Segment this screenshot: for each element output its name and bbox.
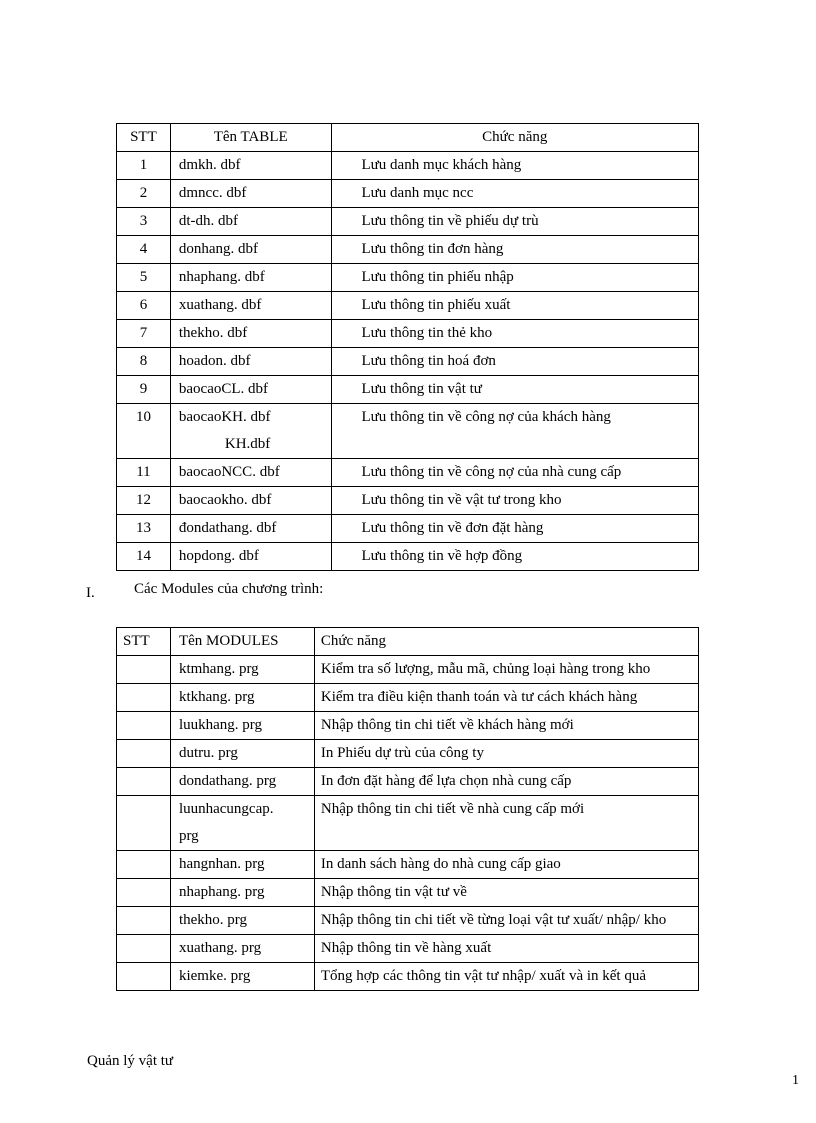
table-row	[117, 264, 699, 292]
table-row	[117, 543, 699, 571]
cell-name-text: ktkhang. prg	[178, 689, 255, 705]
table-row	[117, 152, 699, 180]
cell-name-text: dondathang. prg	[178, 773, 277, 789]
cell-function: Lưu thông tin về đơn đặt hàng	[331, 515, 698, 543]
cell-stt	[117, 740, 171, 768]
cell-stt	[117, 963, 171, 991]
cell-name-text: ktmhang. prg	[178, 661, 259, 677]
cell-name-text: baocaoNCC. dbf	[178, 464, 280, 480]
header-stt: STT	[117, 628, 171, 656]
cell-name-text: nhaphang. dbf	[178, 269, 265, 285]
cell-stt	[117, 935, 171, 963]
cell-stt: 13	[117, 515, 171, 543]
section-heading	[86, 581, 324, 601]
cell-name-text: baocaoKH. dbf	[178, 409, 271, 425]
table-row	[117, 404, 699, 459]
header-function: Chức năng	[331, 124, 698, 152]
header-stt: STT	[117, 124, 171, 152]
cell-name-text: donhang. dbf	[178, 241, 259, 257]
cell-function: In đơn đặt hàng để lựa chọn nhà cung cấp	[314, 768, 698, 796]
cell-stt	[117, 907, 171, 935]
cell-name-text: nhaphang. prg	[178, 884, 265, 900]
cell-stt: 11	[117, 459, 171, 487]
table-header-row	[117, 628, 699, 656]
cell-name-text: luukhang. prg	[178, 717, 263, 733]
table-row	[117, 935, 699, 963]
cell-name-text: xuathang. prg	[178, 940, 262, 956]
cell-name	[170, 851, 314, 879]
cell-name	[170, 712, 314, 740]
cell-name-text: đondathang. dbf	[178, 520, 277, 536]
cell-name	[170, 180, 331, 208]
cell-stt: 7	[117, 320, 171, 348]
cell-stt: 14	[117, 543, 171, 571]
cell-name	[170, 376, 331, 404]
cell-function: Lưu thông tin về phiếu dự trù	[331, 208, 698, 236]
table-row	[117, 515, 699, 543]
section-number: I.	[86, 585, 95, 601]
cell-name-text: thekho. prg	[178, 912, 248, 928]
cell-function: Lưu thông tin hoá đơn	[331, 348, 698, 376]
cell-stt: 12	[117, 487, 171, 515]
table-row	[117, 459, 699, 487]
cell-name-text: hoadon. dbf	[178, 353, 251, 369]
cell-stt: 5	[117, 264, 171, 292]
cell-name-text: dmncc. dbf	[178, 185, 247, 201]
cell-function: Lưu thông tin phiếu xuất	[331, 292, 698, 320]
cell-name	[170, 487, 331, 515]
table-row	[117, 348, 699, 376]
cell-function: Nhập thông tin chi tiết về nhà cung cấp mới	[314, 796, 698, 851]
cell-name	[170, 348, 331, 376]
cell-stt	[117, 656, 171, 684]
cell-stt: 8	[117, 348, 171, 376]
cell-name	[170, 292, 331, 320]
footer-title: Quản lý vật tư	[87, 1053, 174, 1069]
cell-name	[170, 796, 314, 851]
cell-stt: 2	[117, 180, 171, 208]
cell-function: Lưu thông tin về công nợ của nhà cung cấp	[331, 459, 698, 487]
cell-name	[170, 459, 331, 487]
cell-name-continuation: KH.dbf	[224, 436, 271, 452]
cell-name	[170, 208, 331, 236]
cell-function: Nhập thông tin chi tiết về từng loại vật tư xuất/ nhập/ kho	[314, 907, 698, 935]
cell-name	[170, 879, 314, 907]
cell-name	[170, 963, 314, 991]
cell-function: Tổng hợp các thông tin vật tư nhập/ xuất và in kết quả	[314, 963, 698, 991]
tables-body	[117, 152, 699, 571]
cell-stt	[117, 796, 171, 851]
cell-name-text: dt-dh. dbf	[178, 213, 239, 229]
cell-function: Nhập thông tin vật tư về	[314, 879, 698, 907]
cell-stt: 3	[117, 208, 171, 236]
cell-stt	[117, 851, 171, 879]
cell-stt	[117, 712, 171, 740]
table-row	[117, 851, 699, 879]
cell-function: In Phiếu dự trù của công ty	[314, 740, 698, 768]
cell-function: Lưu danh mục khách hàng	[331, 152, 698, 180]
cell-name-text: baocaokho. dbf	[178, 492, 272, 508]
table-row	[117, 376, 699, 404]
cell-function: Lưu thông tin thẻ kho	[331, 320, 698, 348]
cell-name	[170, 740, 314, 768]
cell-stt: 9	[117, 376, 171, 404]
cell-name	[170, 152, 331, 180]
cell-function: In danh sách hàng do nhà cung cấp giao	[314, 851, 698, 879]
cell-name	[170, 404, 331, 459]
page-number: 1	[792, 1073, 799, 1088]
cell-function: Lưu thông tin về hợp đồng	[331, 543, 698, 571]
table-row	[117, 684, 699, 712]
table-row	[117, 487, 699, 515]
cell-name-text: hangnhan. prg	[178, 856, 265, 872]
cell-name	[170, 264, 331, 292]
cell-function: Kiểm tra điều kiện thanh toán và tư cách khách hàng	[314, 684, 698, 712]
cell-stt: 1	[117, 152, 171, 180]
cell-name	[170, 907, 314, 935]
cell-name-text: baocaoCL. dbf	[178, 381, 269, 397]
table-row	[117, 963, 699, 991]
cell-stt	[117, 879, 171, 907]
table-row	[117, 879, 699, 907]
modules-body	[117, 656, 699, 991]
cell-stt: 10	[117, 404, 171, 459]
cell-function: Nhập thông tin chi tiết về khách hàng mới	[314, 712, 698, 740]
cell-function: Lưu thông tin về công nợ của khách hàng	[331, 404, 698, 459]
cell-function: Lưu thông tin đơn hàng	[331, 236, 698, 264]
cell-stt	[117, 684, 171, 712]
table-row	[117, 656, 699, 684]
cell-stt: 6	[117, 292, 171, 320]
cell-name	[170, 515, 331, 543]
header-function: Chức năng	[314, 628, 698, 656]
table-row	[117, 907, 699, 935]
cell-name	[170, 768, 314, 796]
table-row	[117, 292, 699, 320]
cell-name-text: dmkh. dbf	[178, 157, 241, 173]
cell-stt	[117, 768, 171, 796]
cell-name	[170, 684, 314, 712]
cell-function: Nhập thông tin về hàng xuất	[314, 935, 698, 963]
table-row	[117, 236, 699, 264]
table-row	[117, 180, 699, 208]
cell-function: Lưu thông tin phiếu nhập	[331, 264, 698, 292]
section-title: Các Modules của chương trình:	[134, 581, 324, 597]
cell-name	[170, 236, 331, 264]
cell-name-text: dutru. prg	[178, 745, 238, 761]
database-tables-table	[116, 123, 699, 571]
table-header-row	[117, 124, 699, 152]
cell-name	[170, 543, 331, 571]
cell-function: Lưu thông tin vật tư	[331, 376, 698, 404]
cell-function: Kiểm tra số lượng, mẫu mã, chủng loại hàng trong kho	[314, 656, 698, 684]
cell-name-text: luunhacungcap.	[178, 801, 274, 817]
cell-name	[170, 656, 314, 684]
cell-function: Lưu thông tin về vật tư trong kho	[331, 487, 698, 515]
header-table-name: Tên TABLE	[170, 124, 331, 152]
table-row	[117, 796, 699, 851]
table-row	[117, 768, 699, 796]
cell-name-continuation: prg	[178, 828, 199, 844]
cell-name-text: hopdong. dbf	[178, 548, 259, 564]
header-module-name: Tên MODULES	[170, 628, 314, 656]
table-row	[117, 712, 699, 740]
cell-name-text: kiemke. prg	[178, 968, 251, 984]
cell-function: Lưu danh mục ncc	[331, 180, 698, 208]
cell-name-text: xuathang. dbf	[178, 297, 262, 313]
program-modules-table	[116, 627, 699, 991]
table-row	[117, 208, 699, 236]
cell-name	[170, 320, 331, 348]
cell-name-text: thekho. dbf	[178, 325, 248, 341]
table-row	[117, 320, 699, 348]
cell-stt: 4	[117, 236, 171, 264]
table-row	[117, 740, 699, 768]
cell-name	[170, 935, 314, 963]
